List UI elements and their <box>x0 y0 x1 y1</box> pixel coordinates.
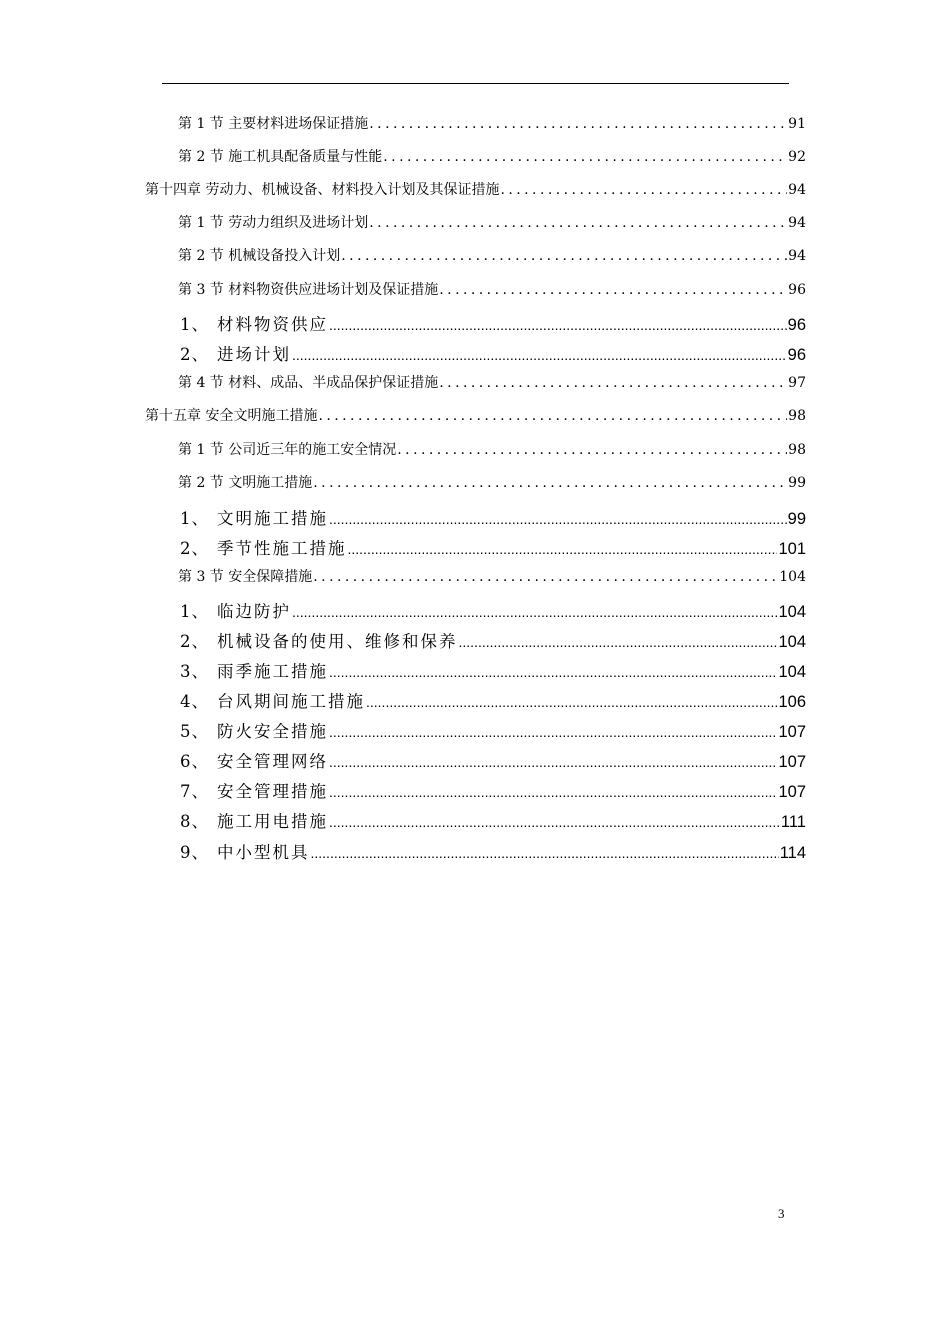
dot-leader <box>329 317 787 333</box>
toc-page-number: 107 <box>778 723 806 741</box>
toc-entry-title: 第十五章 安全文明施工措施 <box>145 408 318 424</box>
toc-item-number: 5、 <box>180 722 209 741</box>
toc-page-number: 114 <box>779 844 806 862</box>
toc-page-number: 96 <box>788 282 806 298</box>
toc-entry-title: 第 3 节 材料物资供应进场计划及保证措施 <box>178 282 439 298</box>
toc-item-number: 1、 <box>180 315 209 334</box>
toc-item-text <box>180 748 328 772</box>
toc-page-number: 107 <box>778 783 806 801</box>
toc-item-label: 施工用电措施 <box>217 812 328 831</box>
dot-leader <box>329 664 777 680</box>
dot-leader <box>366 694 777 710</box>
dot-leader <box>459 634 778 650</box>
toc-chapter-entry[interactable] <box>145 179 806 199</box>
toc-item-text <box>180 688 365 712</box>
toc-section-entry[interactable] <box>178 279 806 299</box>
dot-leader <box>369 215 787 231</box>
toc-section-entry[interactable] <box>178 146 806 166</box>
toc-page-number: 97 <box>788 375 806 391</box>
toc-item-label: 进场计划 <box>217 345 291 364</box>
toc-item-label: 安全管理网络 <box>217 752 328 771</box>
toc-entry-title: 第十四章 劳动力、机械设备、材料投入计划及其保证措施 <box>145 182 500 198</box>
toc-entry-title: 第 1 节 主要材料进场保证措施 <box>178 116 369 132</box>
dot-leader <box>311 845 779 861</box>
toc-item-entry[interactable] <box>180 658 806 682</box>
toc-page-number: 101 <box>778 540 806 558</box>
toc-item-entry[interactable] <box>180 628 806 652</box>
toc-item-entry[interactable] <box>180 748 806 772</box>
dot-leader <box>329 511 787 527</box>
toc-item-entry[interactable] <box>180 341 806 365</box>
page-number: 3 <box>778 1206 785 1221</box>
toc-page-number: 104 <box>778 603 806 621</box>
toc-section-entry[interactable] <box>178 372 806 392</box>
toc-item-text <box>180 341 291 365</box>
toc-item-number: 6、 <box>180 752 209 771</box>
toc-item-entry[interactable] <box>180 808 806 832</box>
toc-item-text <box>180 311 328 335</box>
toc-item-label: 文明施工措施 <box>217 509 328 528</box>
toc-item-entry[interactable] <box>180 535 806 559</box>
toc-section-entry[interactable] <box>178 439 806 459</box>
dot-leader <box>329 784 777 800</box>
dot-leader <box>383 149 787 165</box>
toc-page-number: 104 <box>779 569 806 585</box>
toc-item-text <box>180 628 458 652</box>
toc-item-label: 临边防护 <box>217 602 291 621</box>
toc-page-number: 94 <box>788 215 806 231</box>
toc-entry-title: 第 2 节 施工机具配备质量与性能 <box>178 149 383 165</box>
toc-page-number: 107 <box>778 753 806 771</box>
toc-page-number: 94 <box>788 182 806 198</box>
toc-page-number: 96 <box>787 346 806 364</box>
dot-leader <box>348 541 778 557</box>
toc-item-entry[interactable] <box>180 311 806 335</box>
header-rule <box>162 83 789 84</box>
toc-section-entry[interactable] <box>178 566 806 586</box>
toc-item-text <box>180 839 310 863</box>
toc-item-label: 中小型机具 <box>217 843 310 862</box>
toc-entry-title: 第 2 节 文明施工措施 <box>178 475 313 491</box>
toc-item-entry[interactable] <box>180 505 806 529</box>
toc-section-entry[interactable] <box>178 245 806 265</box>
dot-leader <box>292 347 787 363</box>
toc-page-number: 96 <box>787 316 806 334</box>
toc-item-number: 8、 <box>180 812 209 831</box>
toc-item-label: 季节性施工措施 <box>217 539 347 558</box>
dot-leader <box>292 604 777 620</box>
toc-entry-title: 第 2 节 机械设备投入计划 <box>178 248 341 264</box>
toc-item-label: 雨季施工措施 <box>217 662 328 681</box>
toc-item-entry[interactable] <box>180 718 806 742</box>
toc-item-number: 2、 <box>180 345 209 364</box>
dot-leader <box>329 814 780 830</box>
toc-item-number: 9、 <box>180 843 209 862</box>
toc-item-entry[interactable] <box>180 839 806 863</box>
toc-page-number: 106 <box>778 693 806 711</box>
toc-item-text <box>180 535 347 559</box>
toc-item-text <box>180 598 291 622</box>
toc-page-number: 98 <box>788 442 806 458</box>
toc-page-number: 91 <box>788 116 806 132</box>
dot-leader <box>313 475 787 491</box>
toc-item-number: 3、 <box>180 662 209 681</box>
toc-page-number: 104 <box>778 663 806 681</box>
toc-item-text <box>180 718 328 742</box>
toc-entry-title: 第 1 节 劳动力组织及进场计划 <box>178 215 369 231</box>
toc-page-number: 104 <box>778 633 806 651</box>
dot-leader <box>313 569 778 585</box>
dot-leader <box>341 248 787 264</box>
toc-chapter-entry[interactable] <box>145 405 806 425</box>
toc-page-number: 99 <box>787 510 806 528</box>
toc-section-entry[interactable] <box>178 472 806 492</box>
toc-item-label: 材料物资供应 <box>217 315 328 334</box>
toc-item-number: 2、 <box>180 632 209 651</box>
toc-item-entry[interactable] <box>180 598 806 622</box>
toc-item-entry[interactable] <box>180 778 806 802</box>
toc-item-number: 4、 <box>180 692 209 711</box>
toc-item-entry[interactable] <box>180 688 806 712</box>
toc-item-text <box>180 658 328 682</box>
dot-leader <box>329 724 777 740</box>
toc-item-number: 1、 <box>180 602 209 621</box>
toc-item-text <box>180 808 328 832</box>
toc-page-number: 99 <box>788 475 806 491</box>
dot-leader <box>439 375 787 391</box>
toc-item-label: 防火安全措施 <box>217 722 328 741</box>
dot-leader <box>318 408 787 424</box>
toc-entry-title: 第 1 节 公司近三年的施工安全情况 <box>178 442 397 458</box>
toc-item-label: 机械设备的使用、维修和保养 <box>217 632 458 651</box>
toc-section-entry[interactable] <box>178 113 806 133</box>
dot-leader <box>439 282 787 298</box>
toc-page-number: 92 <box>788 149 806 165</box>
toc-item-text <box>180 778 328 802</box>
toc-item-number: 7、 <box>180 782 209 801</box>
toc-entry-title: 第 4 节 材料、成品、半成品保护保证措施 <box>178 375 439 391</box>
toc-section-entry[interactable] <box>178 212 806 232</box>
toc-page-number: 111 <box>780 813 806 831</box>
dot-leader <box>500 182 787 198</box>
dot-leader <box>329 754 777 770</box>
toc-item-label: 安全管理措施 <box>217 782 328 801</box>
dot-leader <box>397 442 787 458</box>
toc-page-number: 94 <box>788 248 806 264</box>
toc-item-label: 台风期间施工措施 <box>217 692 365 711</box>
toc-item-text <box>180 505 328 529</box>
toc-item-number: 1、 <box>180 509 209 528</box>
dot-leader <box>369 116 787 132</box>
toc-entry-title: 第 3 节 安全保障措施 <box>178 569 313 585</box>
toc-page-number: 98 <box>788 408 806 424</box>
toc-item-number: 2、 <box>180 539 209 558</box>
